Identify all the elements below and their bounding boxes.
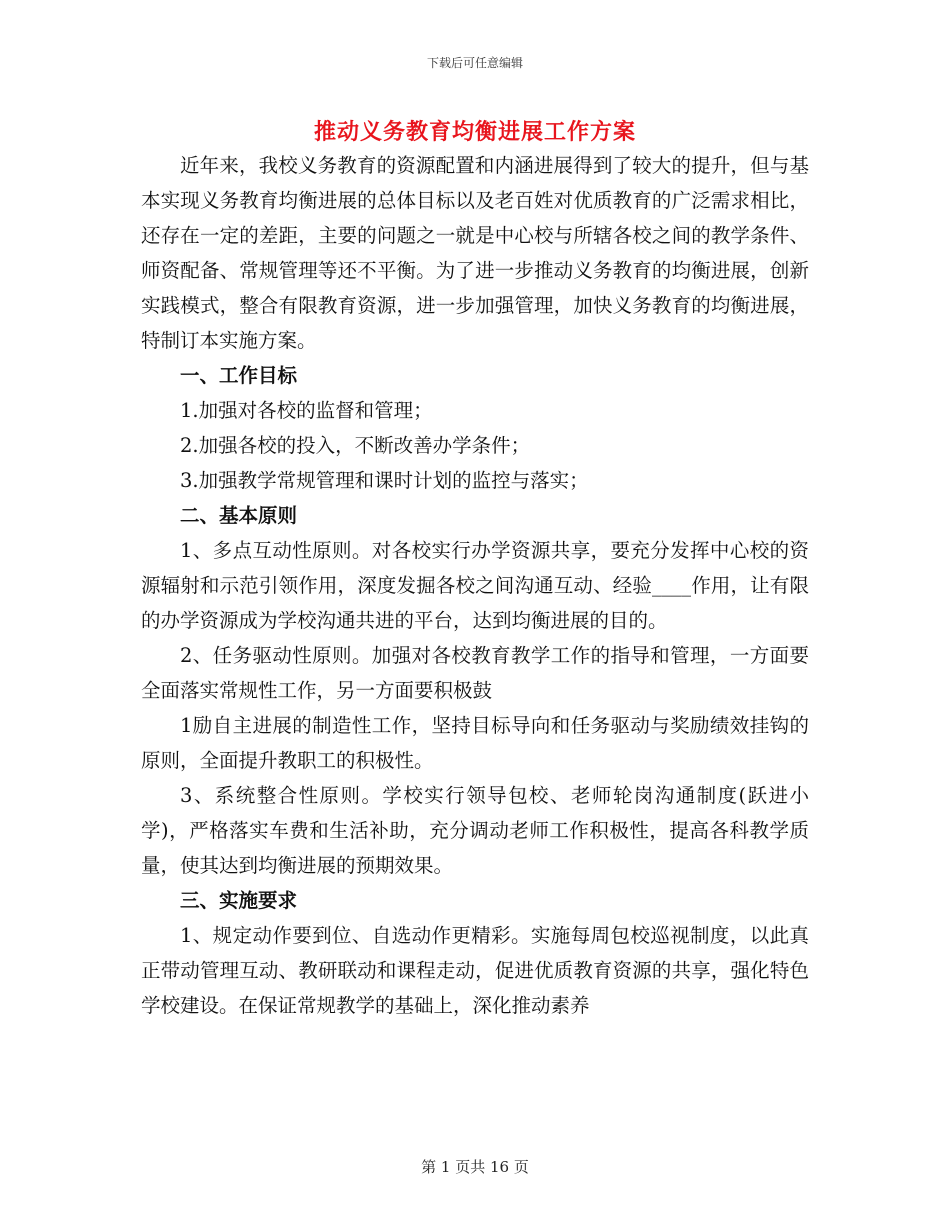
section-heading-principles: 二、基本原则 (180, 504, 298, 527)
section-heading-requirements: 三、实施要求 (180, 889, 298, 912)
header-note: 下载后可任意编辑 (426, 56, 523, 70)
section-heading-goals: 一、工作目标 (180, 364, 298, 387)
requirement-paragraph: 1、规定动作要到位、自选动作更精彩。实施每周包校巡视制度，以此真正带动管理互动、教研联动和课程走动，促进优质教育资源的共享，强化特色学校建设。在保证常规教学的基础上，深化推动素养 (141, 924, 809, 1017)
document-title: 推动义务教育均衡进展工作方案 (313, 119, 636, 145)
principle-paragraph: 3、系统整合性原则。学校实行领导包校、老师轮岗沟通制度(跃进小学)，严格落实车费和生活补助，充分调动老师工作积极性，提高各科教学质量，使其达到均衡进展的预期效果。 (141, 784, 809, 877)
goal-item: 2.加强各校的投入，不断改善办学条件； (180, 434, 531, 457)
intro-paragraph: 近年来，我校义务教育的资源配置和内涵进展得到了较大的提升，但与基本实现义务教育均衡进展的总体目标以及老百姓对优质教育的广泛需求相比，还存在一定的差距，主要的问题之一就是中心校与所辖各校之间的教学条件、师资配备、常规管理等还不平衡。为了进一步推动义务教育的均衡进展，创新实践模式，整合有限教育资源，进一步加强管理，加快义务教育的均衡进展，特制订本实施方案。 (141, 154, 809, 352)
principle-paragraph: 1、多点互动性原则。对各校实行办学资源共享，要充分发挥中心校的资源辐射和示范引领作用，深度发掘各校之间沟通互动、经验____作用，让有限的办学资源成为学校沟通共进的平台，达到均衡进展的目的。 (141, 539, 809, 632)
principle-paragraph-continued: 1励自主进展的制造性工作，坚持目标导向和任务驱动与奖励绩效挂钩的原则，全面提升教职工的积极性。 (141, 714, 809, 772)
goal-item: 1.加强对各校的监督和管理； (180, 399, 433, 422)
principle-paragraph: 2、任务驱动性原则。加强对各校教育教学工作的指导和管理，一方面要全面落实常规性工作，另一方面要积极鼓 (141, 644, 809, 702)
page-footer: 第 1 页共 16 页 (421, 1158, 529, 1176)
document-body (141, 148, 809, 1023)
goal-item: 3.加强教学常规管理和课时计划的监控与落实； (180, 469, 589, 492)
